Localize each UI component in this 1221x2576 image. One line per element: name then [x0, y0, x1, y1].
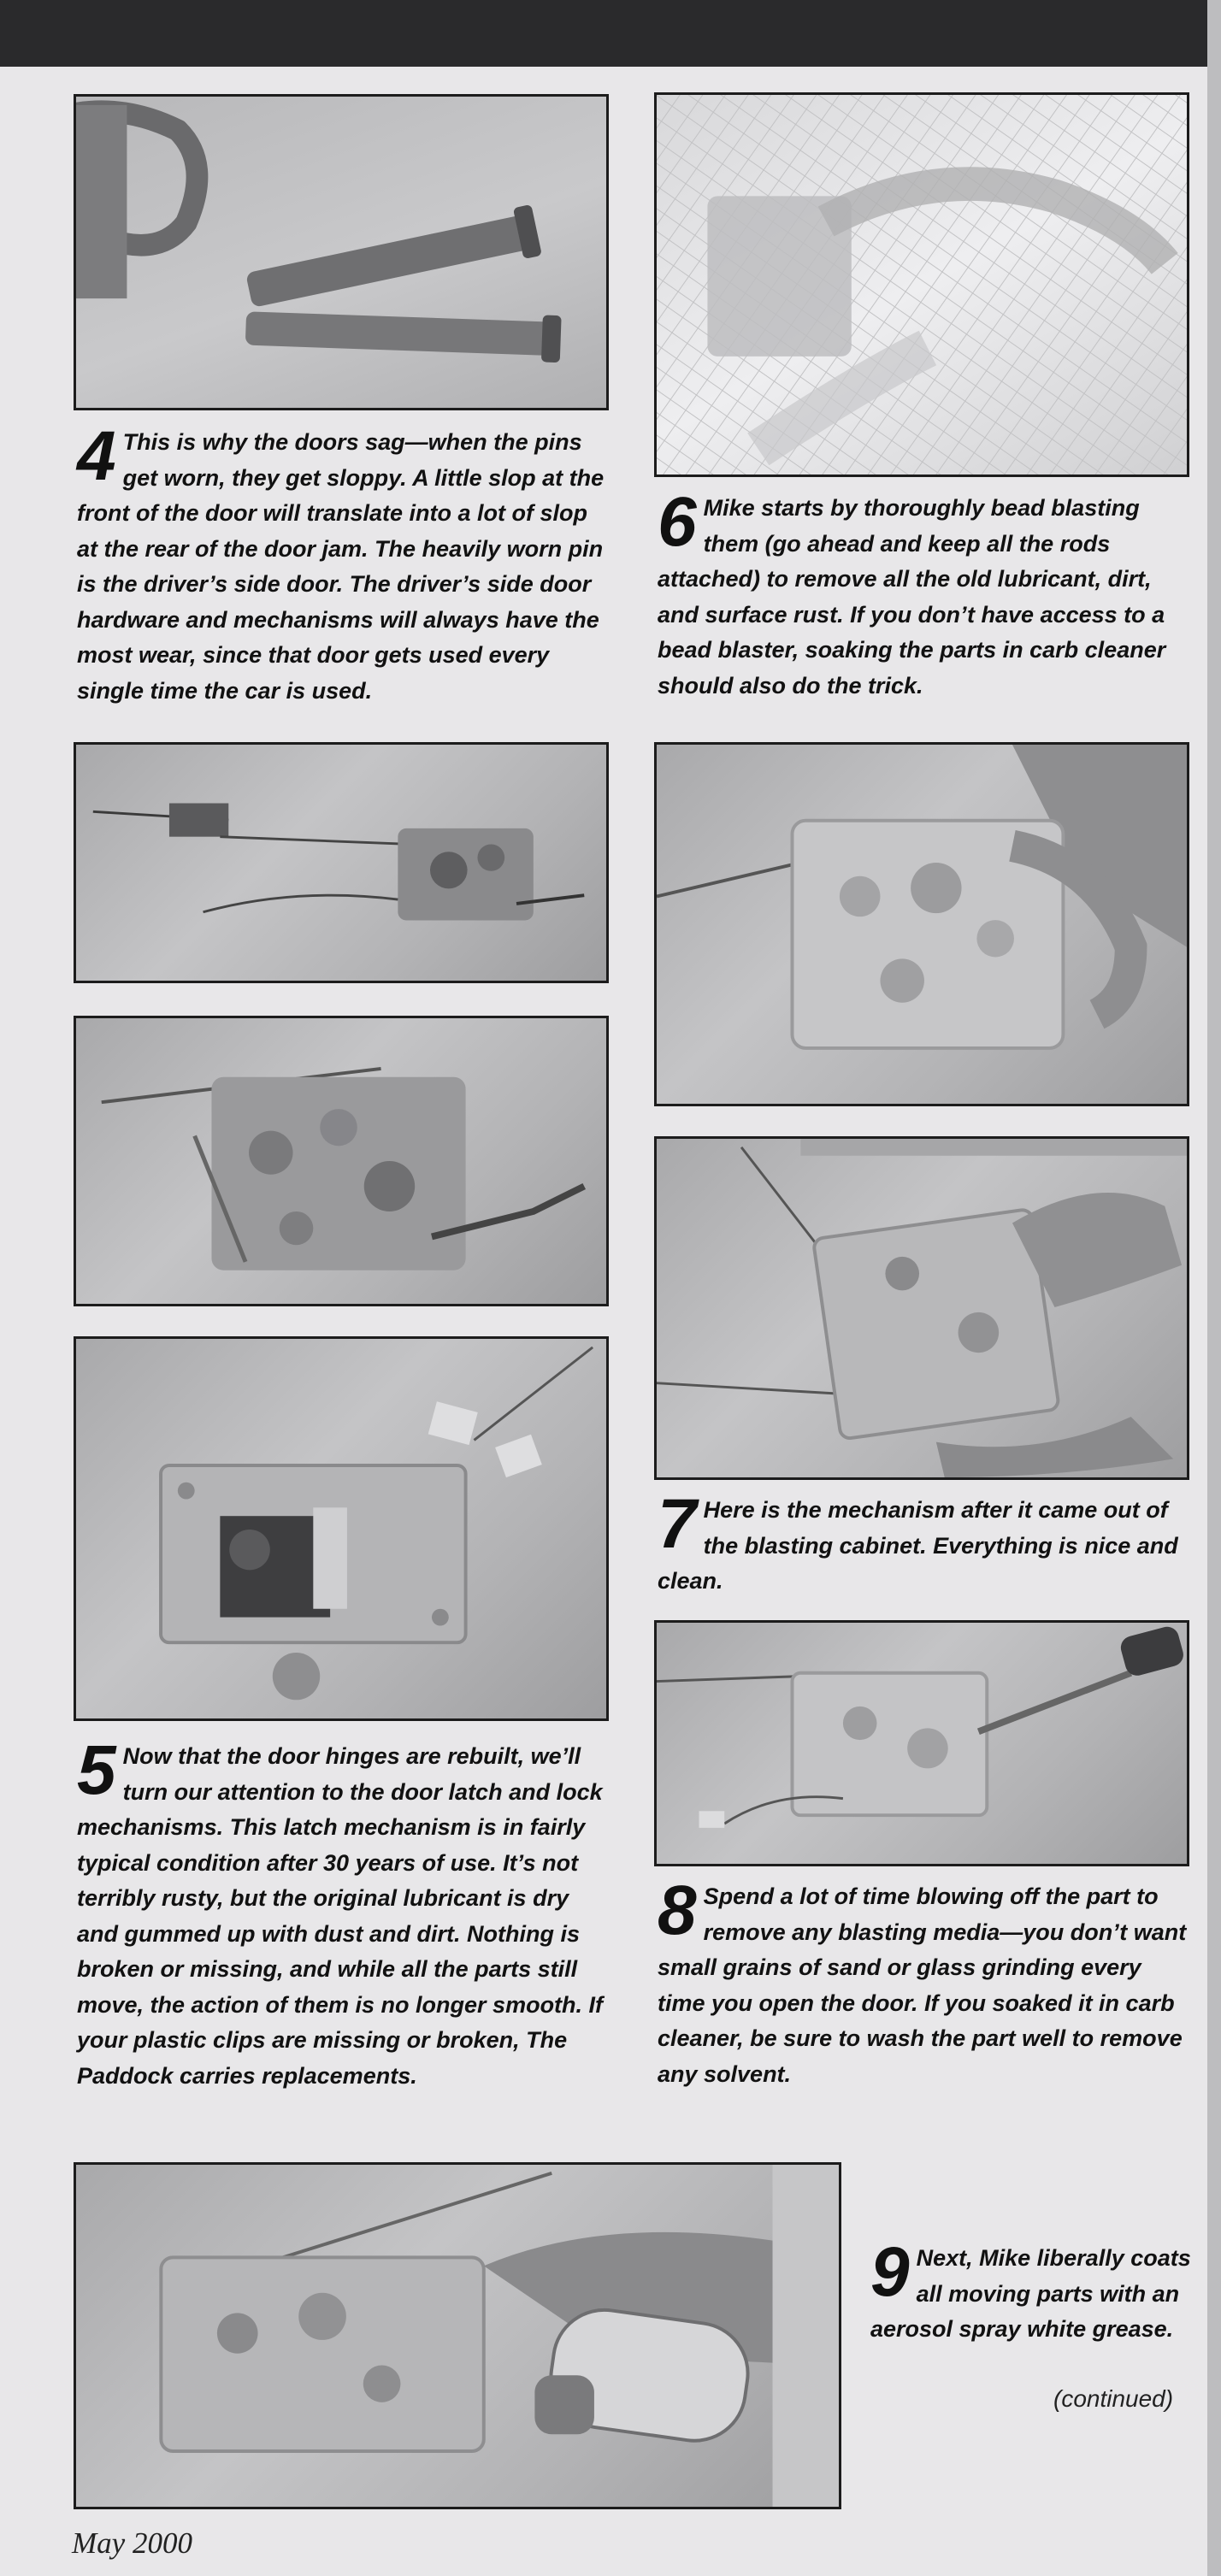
hinge-pins-illustration — [76, 97, 606, 408]
latch-plate-illustration — [76, 1339, 606, 1718]
latch-closeup-illustration — [76, 1018, 606, 1304]
step-number: 5 — [77, 1731, 116, 1809]
step-number: 9 — [870, 2233, 910, 2311]
caption-text: Mike starts by thoroughly bead blasting them (go ahead and keep all the rods attached) to remove all the old lubricant, dirt, and surface rust. If you don’t have access to a bead blaster, soaking the parts in carb cleaner should also do the trick. — [658, 495, 1166, 699]
caption-step-7 — [658, 1485, 1189, 1600]
latch-in-hand-illustration — [657, 745, 1187, 1104]
hinge-pins-photo — [74, 94, 609, 410]
spray-grease-illustration — [76, 2165, 839, 2507]
step-number: 8 — [658, 1872, 697, 1949]
continued-note: (continued) — [1053, 2385, 1174, 2412]
caption-text: Now that the door hinges are rebuilt, we’ll turn our attention to the door latch and lock mechanisms. This latch mechanism is in fairly typical condition after 30 years of use. It’s not terribly rusty, but the original lubricant is dry and gummed up with dust and dirt. Nothing is broken or missing, and while all the parts still move, the action of them is no longer smooth. If your plastic clips are missing or broken, The Paddock carries replacements. — [77, 1743, 604, 2089]
page-footer-date: May 2000 — [72, 2526, 192, 2560]
caption-text: Here is the mechanism after it came out of the blasting cabinet. Everything is nice and clean. — [658, 1497, 1178, 1594]
bead-blasting-illustration — [657, 95, 1187, 475]
caption-text: This is why the doors sag—when the pins get worn, they get sloppy. A little slop at the front of the door will translate into a lot of slop at the rear of the door jam. The heavily worn pin is the driver’s side door. The driver’s side door hardware and mechanisms will always have the most wear, since that door gets used every single time the car is used. — [77, 429, 605, 704]
step-number: 4 — [77, 417, 116, 495]
latch-assembly-illustration — [76, 745, 606, 981]
caption-step-8 — [658, 1872, 1189, 2092]
caption-text: Next, Mike liberally coats all moving parts with an aerosol spray white grease. — [870, 2245, 1191, 2342]
step-number: 7 — [658, 1485, 697, 1563]
blowing-off-illustration — [657, 1623, 1187, 1864]
page-edge — [1207, 0, 1221, 2576]
caption-text: Spend a lot of time blowing off the part to remove any blasting media—you don’t want small grains of sand or glass grinding every time you open the door. If you soaked it in carb cleaner, be sure to wash the part well to remove any solvent. — [658, 1883, 1187, 2087]
latch-assembly-photo — [74, 742, 609, 983]
top-dark-band — [0, 0, 1221, 67]
latch-closeup-photo — [74, 1016, 609, 1306]
bead-blasting-photo — [654, 92, 1189, 477]
spray-grease-photo — [74, 2162, 841, 2509]
blasted-latch-in-hand-photo — [654, 742, 1189, 1106]
clean-latch-photo — [654, 1136, 1189, 1480]
caption-step-9 — [870, 2233, 1191, 2348]
latch-plate-photo — [74, 1336, 609, 1721]
blowing-off-part-photo — [654, 1620, 1189, 1866]
caption-step-4 — [77, 417, 609, 709]
caption-step-5 — [77, 1731, 609, 2094]
step-number: 6 — [658, 483, 697, 561]
clean-latch-illustration — [657, 1139, 1187, 1477]
caption-step-6 — [658, 483, 1189, 704]
